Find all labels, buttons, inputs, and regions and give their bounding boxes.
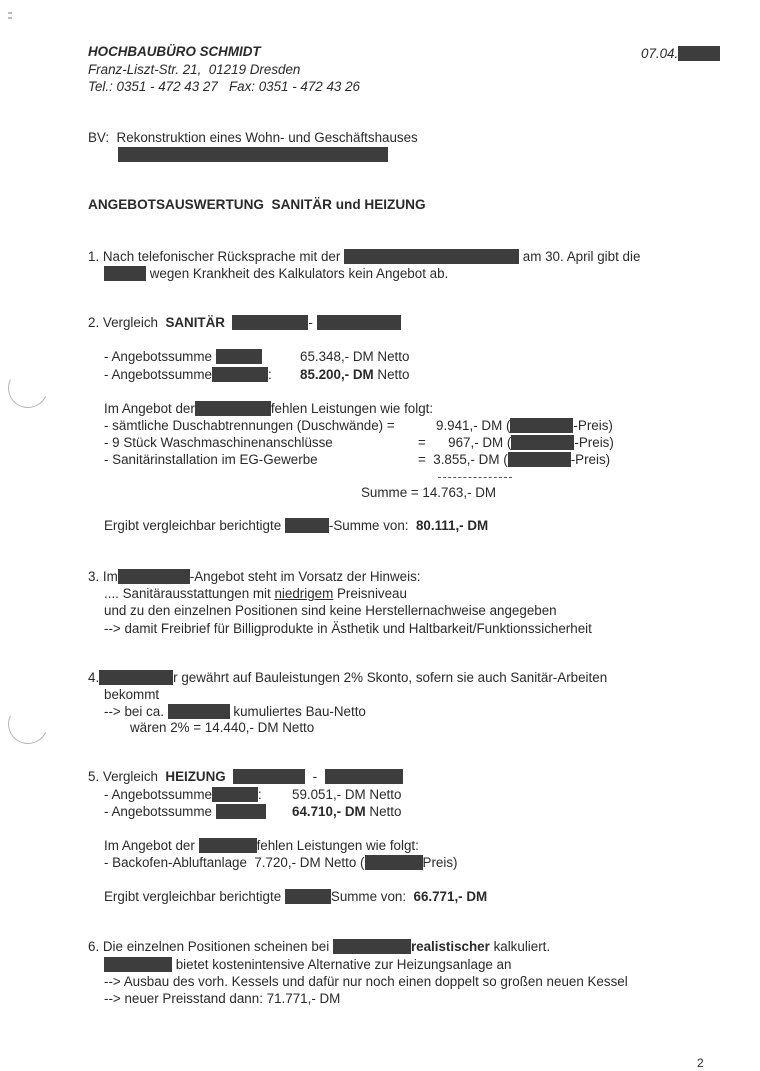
section-4-line-2: bekommt bbox=[104, 687, 160, 702]
redaction bbox=[118, 569, 190, 584]
missing-item-name: - sämtliche Duschabtrennungen (Duschwände) = bbox=[104, 418, 399, 433]
section-6-line-1: 6. Die einzelnen Positionen scheinen bei realistischer kalkuliert. bbox=[88, 939, 551, 954]
sanitaer-offer-1: - Angebotssumme bbox=[104, 349, 262, 365]
heizung-offer-1-amount: 59.051,- DM Netto bbox=[292, 787, 402, 802]
redaction bbox=[118, 147, 388, 162]
section-3-line-4: --> damit Freibrief für Billigprodukte in Ästhetik und Haltbarkeit/Funktionssicherheit bbox=[104, 621, 592, 636]
heizung-missing-item: - Backofen-Abluftanlage 7.720,- DM Netto ( Preis) bbox=[104, 855, 458, 870]
firm-address: Franz-Liszt-Str. 21, 01219 Dresden bbox=[88, 62, 301, 77]
section-1-line-1: 1. Nach telefonischer Rücksprache mit der am 30. April gibt die bbox=[88, 249, 641, 264]
redaction bbox=[212, 367, 268, 382]
section-3-line-3: und zu den einzelnen Positionen sind keine Herstellernachweise angegeben bbox=[104, 603, 557, 618]
redaction bbox=[511, 435, 574, 450]
section-3-line-1: 3. Im -Angebot steht im Vorsatz der Hinweis: bbox=[88, 569, 421, 584]
firm-name: HOCHBAUBÜRO SCHMIDT bbox=[88, 44, 261, 59]
redaction bbox=[325, 769, 403, 784]
redaction bbox=[104, 957, 172, 972]
redaction bbox=[508, 452, 571, 467]
section-2-heading: 2. Vergleich SANITÄR - bbox=[88, 315, 401, 331]
scan-mark bbox=[8, 12, 12, 14]
sanitaer-offer-1-amount: 65.348,- DM Netto bbox=[300, 349, 410, 364]
redaction bbox=[216, 804, 266, 819]
bv-address-redacted bbox=[118, 147, 388, 163]
missing-item-name: - 9 Stück Waschmaschinenanschlüsse bbox=[104, 435, 333, 450]
redaction bbox=[233, 769, 305, 784]
sanitaer-result: Ergibt vergleichbar berichtigte -Summe von: 80.111,- DM bbox=[104, 518, 489, 533]
section-3-line-2: .... Sanitärausstattungen mit niedrigem Preisniveau bbox=[104, 586, 407, 601]
redaction bbox=[344, 249, 519, 264]
heizung-offer-2-amount: 64.710,- DM Netto bbox=[292, 804, 402, 819]
redaction bbox=[285, 518, 329, 533]
sum-divider bbox=[438, 477, 512, 478]
scan-mark bbox=[8, 17, 12, 19]
heizung-result: Ergibt vergleichbar berichtigte Summe von: 66.771,- DM bbox=[104, 889, 488, 904]
redaction bbox=[199, 838, 257, 853]
document-date: 07.04. bbox=[641, 46, 720, 62]
bv-line: BV: Rekonstruktion eines Wohn- und Geschäftshauses bbox=[88, 130, 418, 145]
missing-item-amount: = 3.855,- DM ( -Preis) bbox=[418, 452, 611, 467]
section-5-heading: 5. Vergleich HEIZUNG - bbox=[88, 769, 403, 785]
redaction bbox=[212, 787, 258, 802]
missing-item-name: - Sanitärinstallation im EG-Gewerbe bbox=[104, 452, 318, 467]
redaction bbox=[510, 418, 573, 433]
firm-contact: Tel.: 0351 - 472 43 27 Fax: 0351 - 472 43 26 bbox=[88, 79, 360, 94]
sanitaer-sum: Summe = 14.763,- DM bbox=[361, 485, 497, 500]
section-4-line-4: wären 2% = 14.440,- DM Netto bbox=[130, 720, 315, 735]
redaction bbox=[99, 670, 173, 685]
punch-hole-mark bbox=[2, 362, 53, 413]
sanitaer-missing-intro: Im Angebot der fehlen Leistungen wie folgt: bbox=[104, 401, 434, 416]
section-4-line-3: --> bei ca. kumuliertes Bau-Netto bbox=[104, 704, 366, 719]
section-6-line-2: bietet kostenintensive Alternative zur Heizungsanlage an bbox=[104, 957, 511, 973]
section-6-line-3: --> Ausbau des vorh. Kessels und dafür nur noch einen doppelt so großen neuen Kessel bbox=[104, 974, 628, 989]
redaction bbox=[168, 704, 230, 719]
redaction bbox=[333, 939, 411, 954]
section-1-line-2: wegen Krankheit des Kalkulators kein Angebot ab. bbox=[104, 266, 448, 282]
redaction bbox=[195, 401, 271, 416]
redaction bbox=[104, 266, 146, 281]
punch-hole-mark bbox=[2, 698, 53, 749]
redaction bbox=[285, 889, 331, 904]
heizung-offer-2: - Angebotssumme bbox=[104, 804, 266, 820]
page-title: ANGEBOTSAUSWERTUNG SANITÄR und HEIZUNG bbox=[88, 197, 426, 212]
section-6-line-4: --> neuer Preisstand dann: 71.771,- DM bbox=[104, 991, 341, 1006]
missing-item-amount: 9.941,- DM ( -Preis) bbox=[436, 418, 613, 433]
redaction bbox=[216, 349, 262, 364]
heizung-missing-intro: Im Angebot der fehlen Leistungen wie folgt: bbox=[104, 838, 419, 853]
page-number: 2 bbox=[697, 1056, 704, 1070]
sanitaer-offer-2-amount: 85.200,- DM Netto bbox=[300, 367, 410, 382]
redaction bbox=[678, 46, 720, 61]
sanitaer-offer-2: - Angebotssumme : bbox=[104, 367, 272, 382]
redaction bbox=[232, 315, 308, 330]
redaction bbox=[365, 855, 423, 870]
section-4-line-1: 4. r gewährt auf Bauleistungen 2% Skonto, sofern sie auch Sanitär-Arbeiten bbox=[88, 670, 608, 685]
heizung-offer-1: - Angebotssumme : bbox=[104, 787, 262, 802]
missing-item-amount: = 967,- DM ( -Preis) bbox=[418, 435, 614, 450]
redaction bbox=[317, 315, 401, 330]
